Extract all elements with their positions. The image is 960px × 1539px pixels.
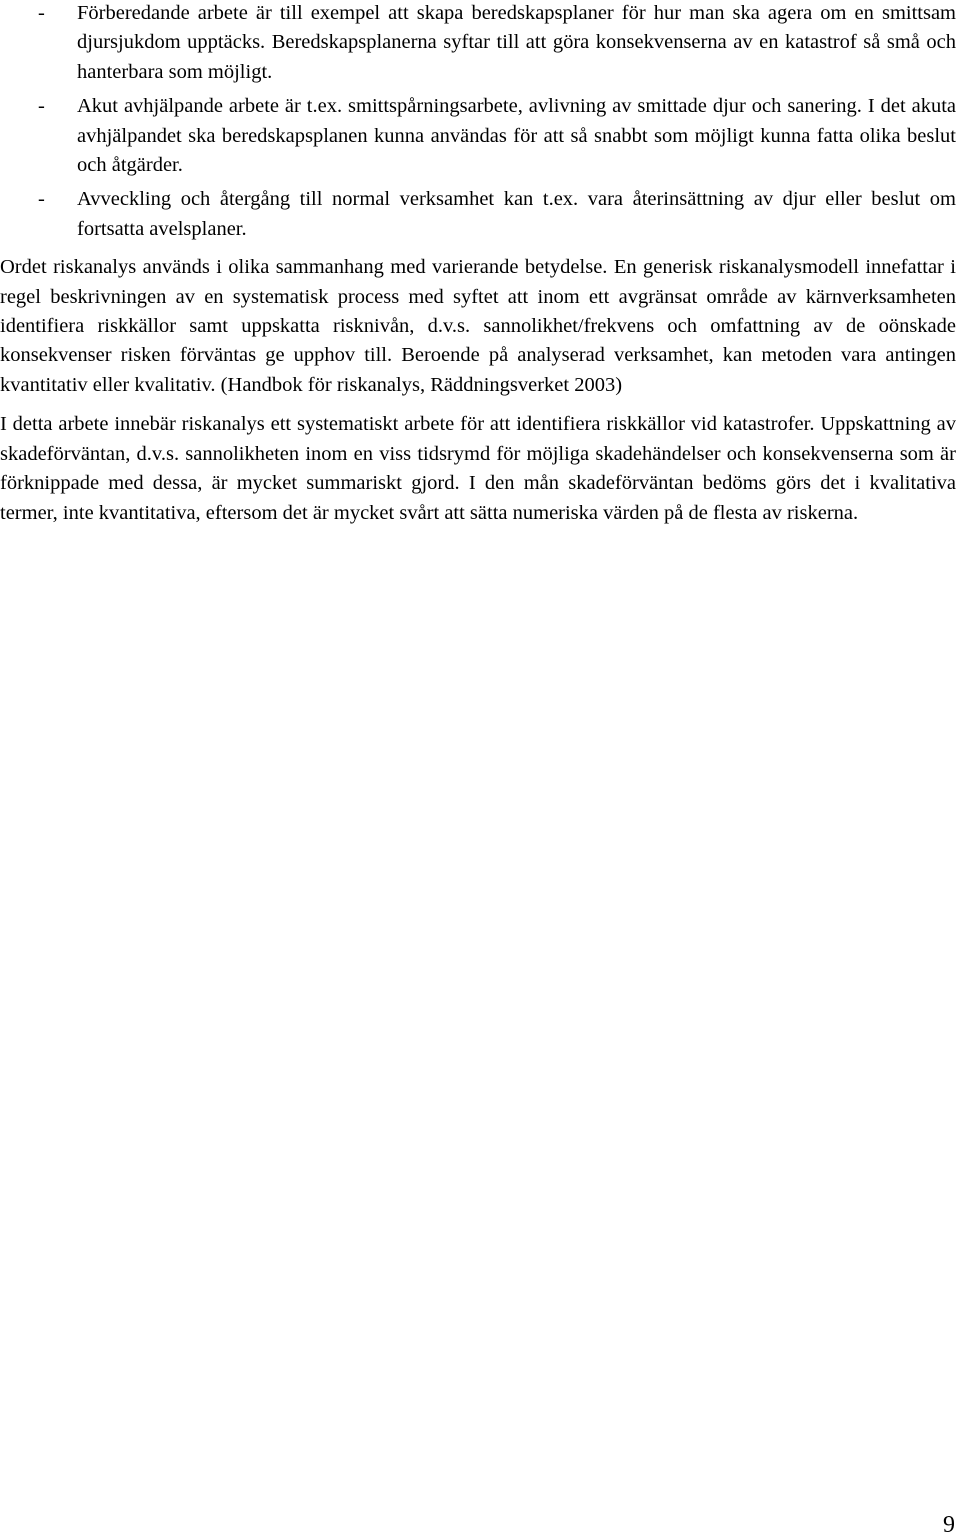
page-number: 9 (943, 1512, 955, 1538)
page-content (0, 0, 956, 528)
bullet-item-preparation (0, 0, 956, 87)
bullet-dash: - (38, 188, 45, 211)
bullet-list (0, 0, 956, 244)
paragraph-risk-analysis-in-this-work: I detta arbete innebär riskanalys ett systematiskt arbete för att identifiera riskkällor vid katastrofer. Uppskattning av skadeförväntan, d.v.s. sannolikheten inom en viss tidsrymd för möjliga skadehändelser och konsekvenserna som är förknippade med dessa, är mycket summariskt gjord. I den mån skadeförväntan bedöms görs det i kvalitativa termer, inte kvantitativa, eftersom det är mycket svårt att sätta numeriska värden på de flesta av riskerna. (0, 413, 956, 524)
bullet-item-wind-down (0, 185, 956, 244)
bullet-item-acute-response (0, 92, 956, 180)
bullet-text: Avveckling och återgång till normal verksamhet kan t.ex. vara återinsättning av djur eller beslut om fortsatta avelsplaner. (77, 188, 956, 240)
bullet-dash: - (38, 95, 45, 118)
paragraph-risk-analysis-definition: Ordet riskanalys används i olika sammanhang med varierande betydelse. En generisk riskanalysmodell innefattar i regel beskrivningen av en systematisk process med syftet att inom ett avgränsat område av kärnverksamheten identifiera riskkällor samt uppskatta risknivån, d.v.s. sannolikhet/frekvens och omfattning av de oönskade konsekvenser risken förväntas ge upphov till. Beroende på analyserad verksamhet, kan metoden vara antingen kvantitativ eller kvalitativ. (Handbok för riskanalys, Räddningsverket 2003) (0, 256, 956, 396)
bullet-dash: - (38, 2, 45, 24)
bullet-text: Förberedande arbete är till exempel att skapa beredskapsplaner för hur man ska agera om en smittsam djursjukdom upptäcks. Beredskapsplanerna syftar till att göra konsekvenserna av en katastrof så små och hanterbara som möjligt. (77, 2, 956, 83)
bullet-text: Akut avhjälpande arbete är t.ex. smittspårningsarbete, avlivning av smittade djur och sanering. I det akuta avhjälpandet ska beredskapsplanen kunna användas för att så snabbt som möjligt kunna fatta olika beslut och åtgärder. (77, 95, 956, 177)
